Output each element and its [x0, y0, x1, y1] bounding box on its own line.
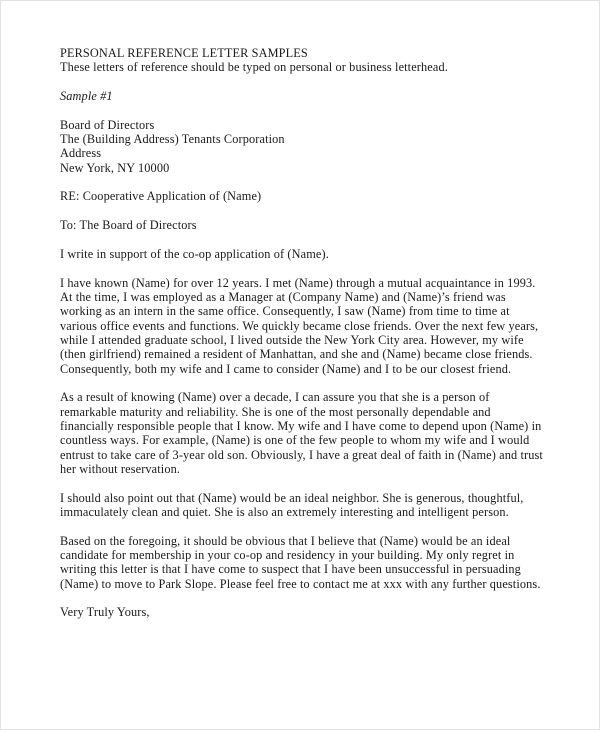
sample-label: Sample #1 — [60, 89, 113, 104]
body-paragraph: Based on the foregoing, it should be obvious that I believe that (Name) would be an ideal candidate for membership in your co-op and residency in your building. My only regret in writing this letter is that I have come to suspect that I have been unsuccessful in persuading (Name) to move to Park Slope. Please feel free to contact me at xxx with any further questions. — [60, 533, 541, 591]
salutation: To: The Board of Directors — [60, 218, 197, 233]
spacer — [60, 476, 550, 490]
recipient-line: Address — [60, 146, 102, 161]
document-subheading: These letters of reference should be typed on personal or business letterhead. — [60, 60, 448, 75]
spacer — [60, 519, 550, 533]
subject-line: RE: Cooperative Application of (Name) — [60, 189, 262, 204]
spacer — [60, 376, 550, 390]
recipient-address-block — [60, 118, 550, 175]
recipient-line: Board of Directors — [60, 117, 155, 132]
recipient-line: New York, NY 10000 — [60, 160, 170, 175]
spacer — [60, 103, 550, 117]
letter-content — [60, 46, 550, 620]
closing-salutation: Very Truly Yours, — [60, 605, 150, 620]
body-paragraph: I have known (Name) for over 12 years. I met (Name) through a mutual acquaintance in 1993. At the time, I was employed as a Manager at (Company Name) and (Name)’s friend was working as an intern in the same office. Consequently, I saw (Name) from time to time at various office events and functions. We quickly became close friends. Over the next few years, while I attended graduate school, I lived outside the New York City area. However, my wife (then girlfriend) remained a resident of Manhattan, and she and (Name) became close friends. Consequently, both my wife and I came to consider (Name) and I to be our closest friend. — [60, 275, 539, 376]
body-paragraph: I should also point out that (Name) would be an ideal neighbor. She is generous, thoughtful, immaculately clean and quiet. She is also an extremely interesting and intelligent person. — [60, 490, 524, 519]
spacer — [60, 204, 550, 218]
spacer — [60, 175, 550, 189]
recipient-line: The (Building Address) Tenants Corporation — [60, 132, 285, 147]
body-paragraph: I write in support of the co-op application of (Name). — [60, 246, 329, 261]
spacer — [60, 232, 550, 246]
spacer — [60, 261, 550, 275]
spacer — [60, 591, 550, 605]
body-paragraph: As a result of knowing (Name) over a decade, I can assure you that she is a person of remarkable maturity and reliability. She is one of the most personally dependable and financially responsible people that I know. My wife and I have come to depend upon (Name) in countless ways. For example, (Name) is one of the few people to whom my wife and I would entrust to take care of 3-year old son. Obviously, I have a great deal of faith in (Name) and trust her without reservation. — [60, 390, 543, 476]
document-heading: PERSONAL REFERENCE LETTER SAMPLES — [60, 46, 308, 60]
